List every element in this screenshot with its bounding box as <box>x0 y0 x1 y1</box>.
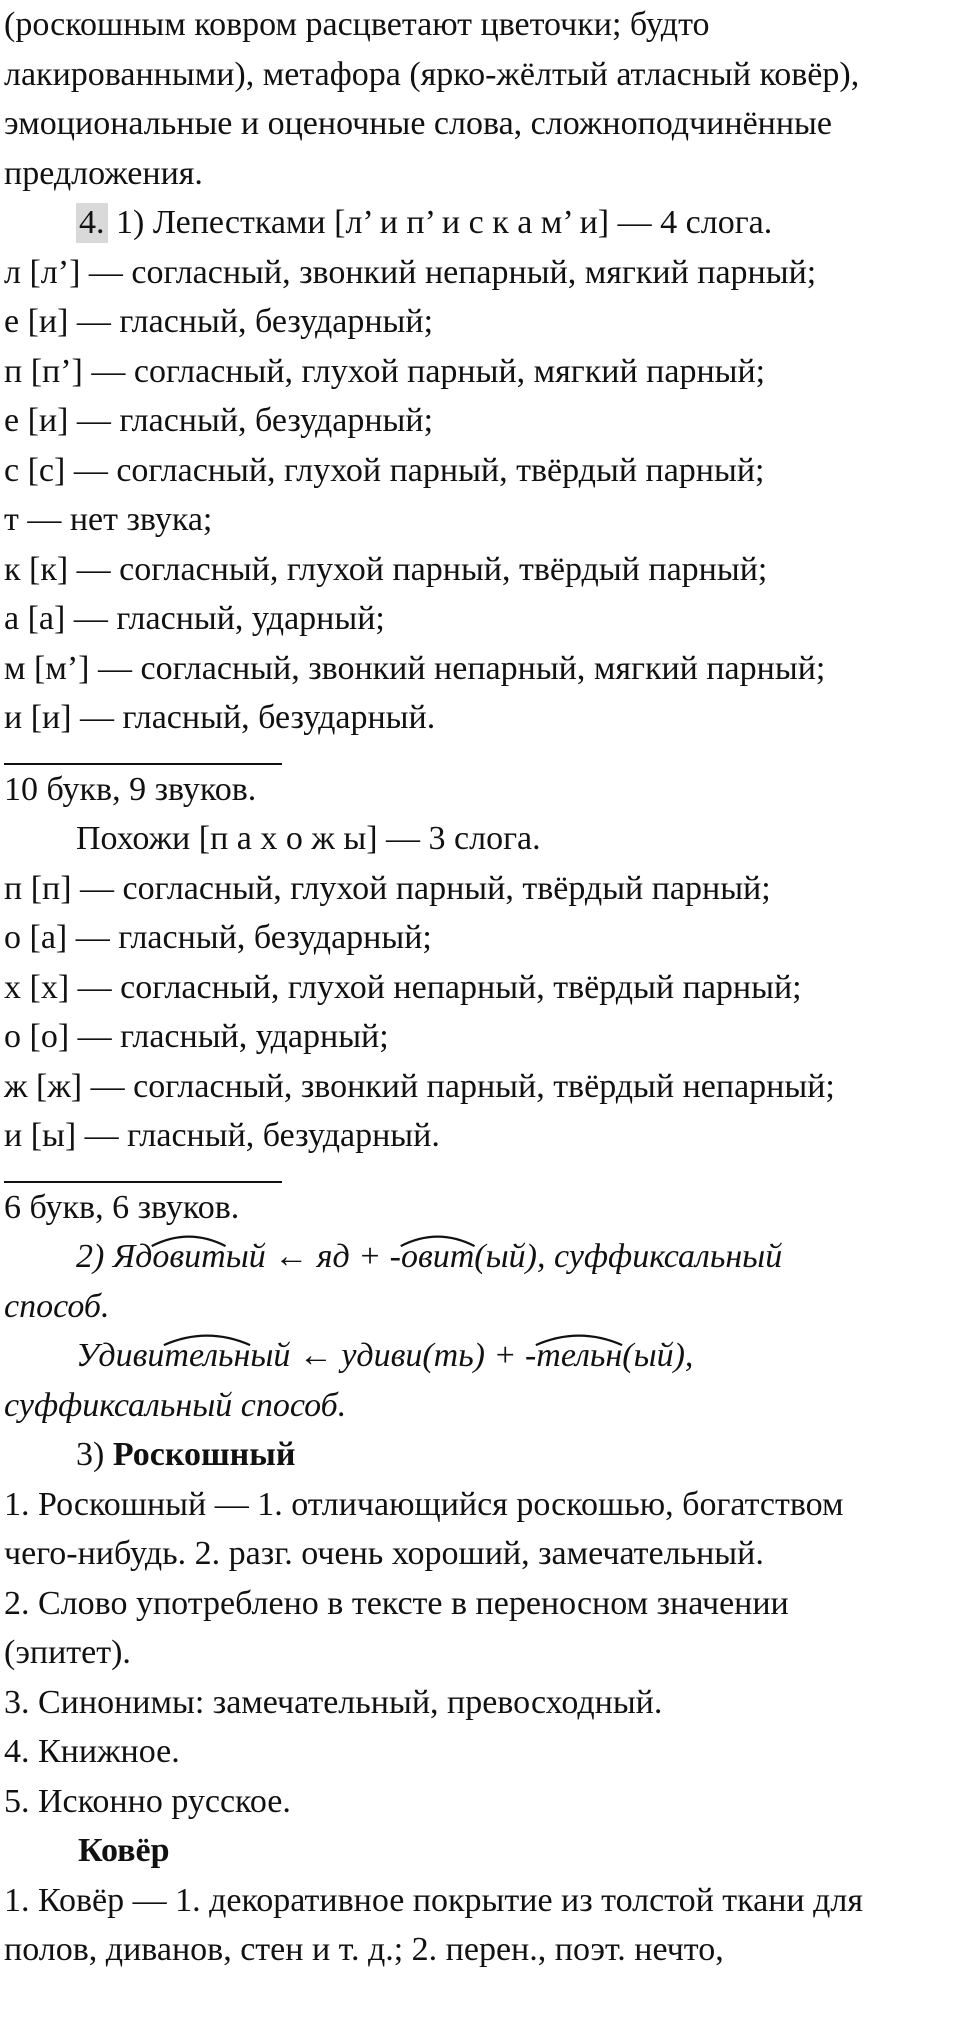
part-label: 3) <box>76 1436 113 1473</box>
phonetic-line: т — нет звука; <box>4 501 213 538</box>
suffix-text: овит <box>400 1238 475 1275</box>
intro-line: (роскошным ковром расцветают цветочки; будто <box>4 6 710 43</box>
morpheme-text: 2) Яд <box>76 1238 153 1275</box>
suffix-mark <box>152 1232 225 1282</box>
phonetic-line: а [а] — гласный, ударный; <box>4 600 385 637</box>
word-formation-line: способ. <box>4 1287 110 1325</box>
lexical-line: 4. Книжное. <box>4 1733 180 1770</box>
word-formation-line <box>4 1232 954 1282</box>
letter-sound-summary: 6 букв, 6 звуков. <box>4 1188 240 1226</box>
phonetic-line: е [и] — гласный, безударный; <box>4 402 434 439</box>
task4-heading <box>4 198 954 248</box>
morpheme-text: Удиви <box>76 1337 165 1374</box>
phonetic-line: е [и] — гласный, безударный; <box>4 303 434 340</box>
phonetic-line: х [х] — согласный, глухой непарный, твёрдый парный; <box>4 968 802 1006</box>
suffix-text: тельн <box>164 1337 251 1374</box>
phonetic-line: о [а] — гласный, безударный; <box>4 919 432 956</box>
task-number-badge: 4. <box>76 203 108 243</box>
headword: Ковёр <box>78 1832 170 1869</box>
phonetic-line: п [п’] — согласный, глухой парный, мягкий парный; <box>4 352 766 390</box>
lexical-line: 3. Синонимы: замечательный, превосходный. <box>4 1683 663 1721</box>
morpheme-text: (ый), <box>622 1337 694 1374</box>
morpheme-text: ый ← удиви(ть) + - <box>250 1337 537 1374</box>
lexical-line: 1. Ковёр — 1. декоративное покрытие из толстой ткани для <box>4 1881 864 1919</box>
letter-sound-summary: 10 букв, 9 звуков. <box>4 770 257 808</box>
suffix-text: овит <box>152 1238 226 1275</box>
phonetic-line: м [м’] — согласный, звонкий непарный, мягкий парный; <box>4 649 826 687</box>
suffix-mark <box>401 1232 474 1282</box>
phonetic-line: и [и] — гласный, безударный. <box>4 699 436 736</box>
phonetic-line: ж [ж] — согласный, звонкий парный, твёрдый непарный; <box>4 1067 835 1105</box>
phonetic-line: с [с] — согласный, глухой парный, твёрдый парный; <box>4 451 765 489</box>
intro-line: эмоциональные и оценочные слова, сложноподчинённые <box>4 105 832 142</box>
phonetic-line: и [ы] — гласный, безударный. <box>4 1117 440 1154</box>
document-body <box>4 0 954 1975</box>
lexical-line: 2. Слово употреблено в тексте в переносном значении <box>4 1584 789 1622</box>
part3-heading <box>4 1430 954 1480</box>
intro-line: предложения. <box>4 154 203 192</box>
phonetic-line: п [п] — согласный, глухой парный, твёрдый парный; <box>4 869 771 907</box>
task4-heading-text: 1) Лепестками [л’ и п’ и с к а м’ и] — 4 слога. <box>107 204 773 241</box>
suffix-mark <box>164 1331 250 1381</box>
morpheme-text: (ый), суффиксальный <box>474 1238 783 1275</box>
word-formation-line <box>4 1331 954 1381</box>
headword: Роскошный <box>112 1436 296 1473</box>
phonetic-line: л [л’] — согласный, звонкий непарный, мягкий парный; <box>4 253 817 291</box>
morpheme-text: ый ← яд + - <box>225 1238 401 1275</box>
word2-heading: Похожи [п а х о ж ы] — 3 слога. <box>76 820 541 857</box>
lexical-line: (эпитет). <box>4 1634 131 1671</box>
phonetic-line: к [к] — согласный, глухой парный, твёрдый парный; <box>4 550 768 588</box>
lexical-line: 1. Роскошный — 1. отличающийся роскошью, богатством <box>4 1485 844 1523</box>
suffix-text: тельн <box>536 1337 623 1374</box>
word-formation-line: суффиксальный способ. <box>4 1386 347 1424</box>
phonetic-line: о [о] — гласный, ударный; <box>4 1018 389 1055</box>
intro-line: лакированными), метафора (ярко-жёлтый атласный ковёр), <box>4 55 860 93</box>
lexical-line: полов, диванов, стен и т. д.; 2. перен., поэт. нечто, <box>4 1931 724 1968</box>
suffix-mark <box>536 1331 622 1381</box>
lexical-line: чего-нибудь. 2. разг. очень хороший, замечательный. <box>4 1535 764 1572</box>
lexical-line: 5. Исконно русское. <box>4 1782 291 1820</box>
